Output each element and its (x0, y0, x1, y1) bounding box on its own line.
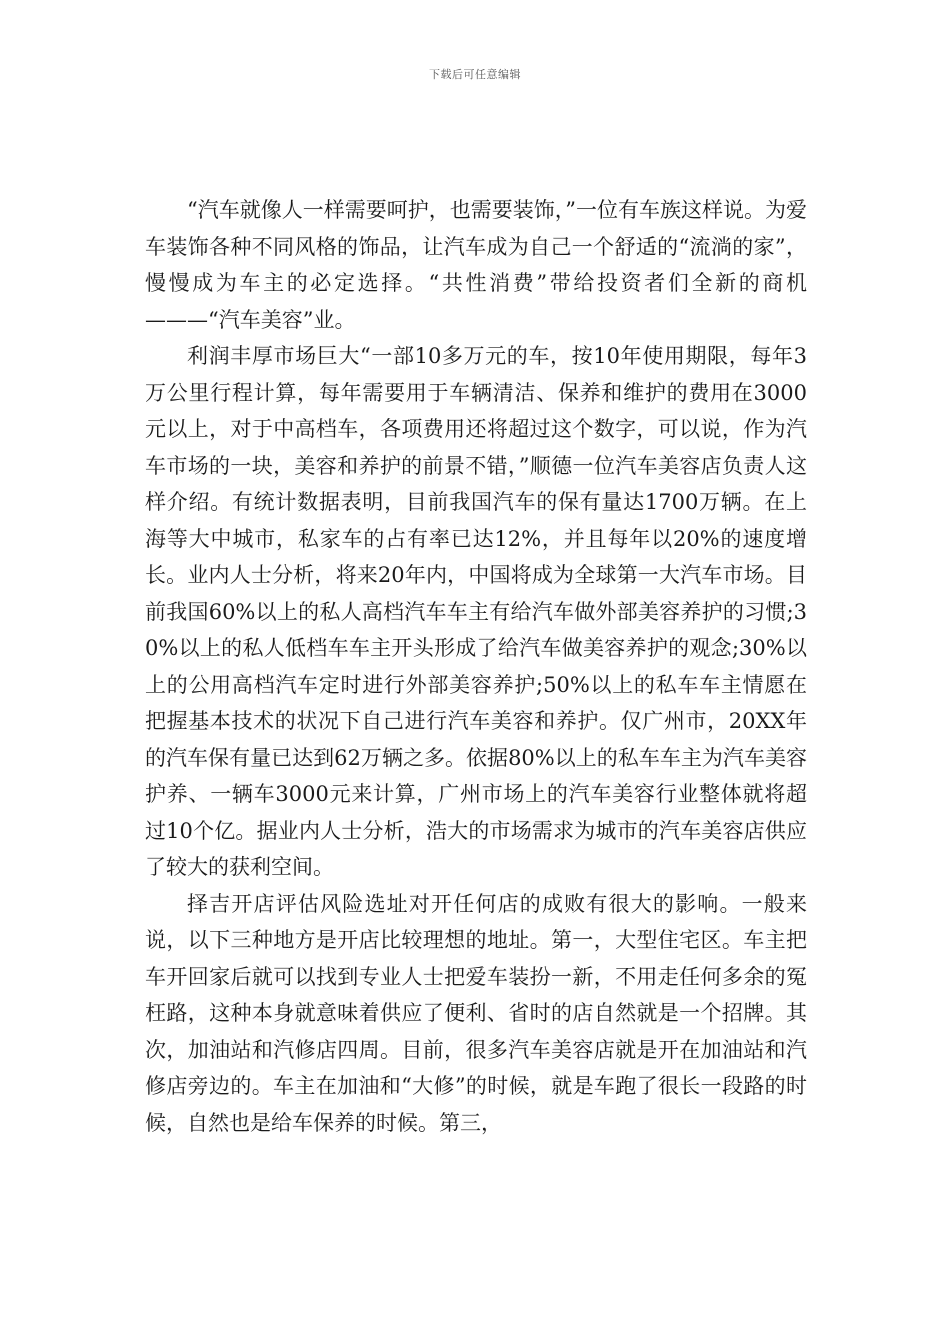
page-header-note: 下载后可任意编辑 (429, 68, 521, 81)
paragraph-intro: “汽车就像人一样需要呵护，也需要装饰，”一位有车族这样说。为爱车装饰各种不同风格的饰品，让汽车成为自己一个舒适的“流淌的家”，慢慢成为车主的必定选择。“共性消费”带给投资者们全新的商机———“汽车美容”业。 (145, 198, 807, 332)
paragraph-site-selection: 择吉开店评估风险选址对开任何店的成败有很大的影响。一般来说，以下三种地方是开店比较理想的地址。第一，大型住宅区。车主把车开回家后就可以找到专业人士把爱车装扮一新，不用走任何多余的冤枉路，这种本身就意味着供应了便利、省时的店自然就是一个招牌。其次，加油站和汽修店四周。目前，很多汽车美容店就是开在加油站和汽修店旁边的。车主在加油和“大修”的时候，就是车跑了很长一段路的时候，自然也是给车保养的时候。第三， (145, 891, 807, 1135)
paragraph-market-profit: 利润丰厚市场巨大“一部10多万元的车，按10年使用期限，每年3万公里行程计算，每年需要用于车辆清洁、保养和维护的费用在3000元以上，对于中高档车，各项费用还将超过这个数字，可以说，作为汽车市场的一块，美容和养护的前景不错，”顺德一位汽车美容店负责人这样介绍。有统计数据表明，目前我国汽车的保有量达1700万辆。在上海等大中城市，私家车的占有率已达12%，并且每年以20%的速度增长。业内人士分析，将来20年内，中国将成为全球第一大汽车市场。目前我国60%以上的私人高档汽车车主有给汽车做外部美容养护的习惯;30%以上的私人低档车车主开头形成了给汽车做美容养护的观念;30%以上的公用高档汽车定时进行外部美容养护;50%以上的私车车主情愿在把握基本技术的状况下自己进行汽车美容和养护。仅广州市，20XX年的汽车保有量已达到62万辆之多。依据80%以上的私车车主为汽车美容护养、一辆车3000元来计算，广州市场上的汽车美容行业整体就将超过10个亿。据业内人士分析，浩大的市场需求为城市的汽车美容店供应了较大的获利空间。 (145, 344, 807, 879)
document-body (145, 192, 807, 1141)
